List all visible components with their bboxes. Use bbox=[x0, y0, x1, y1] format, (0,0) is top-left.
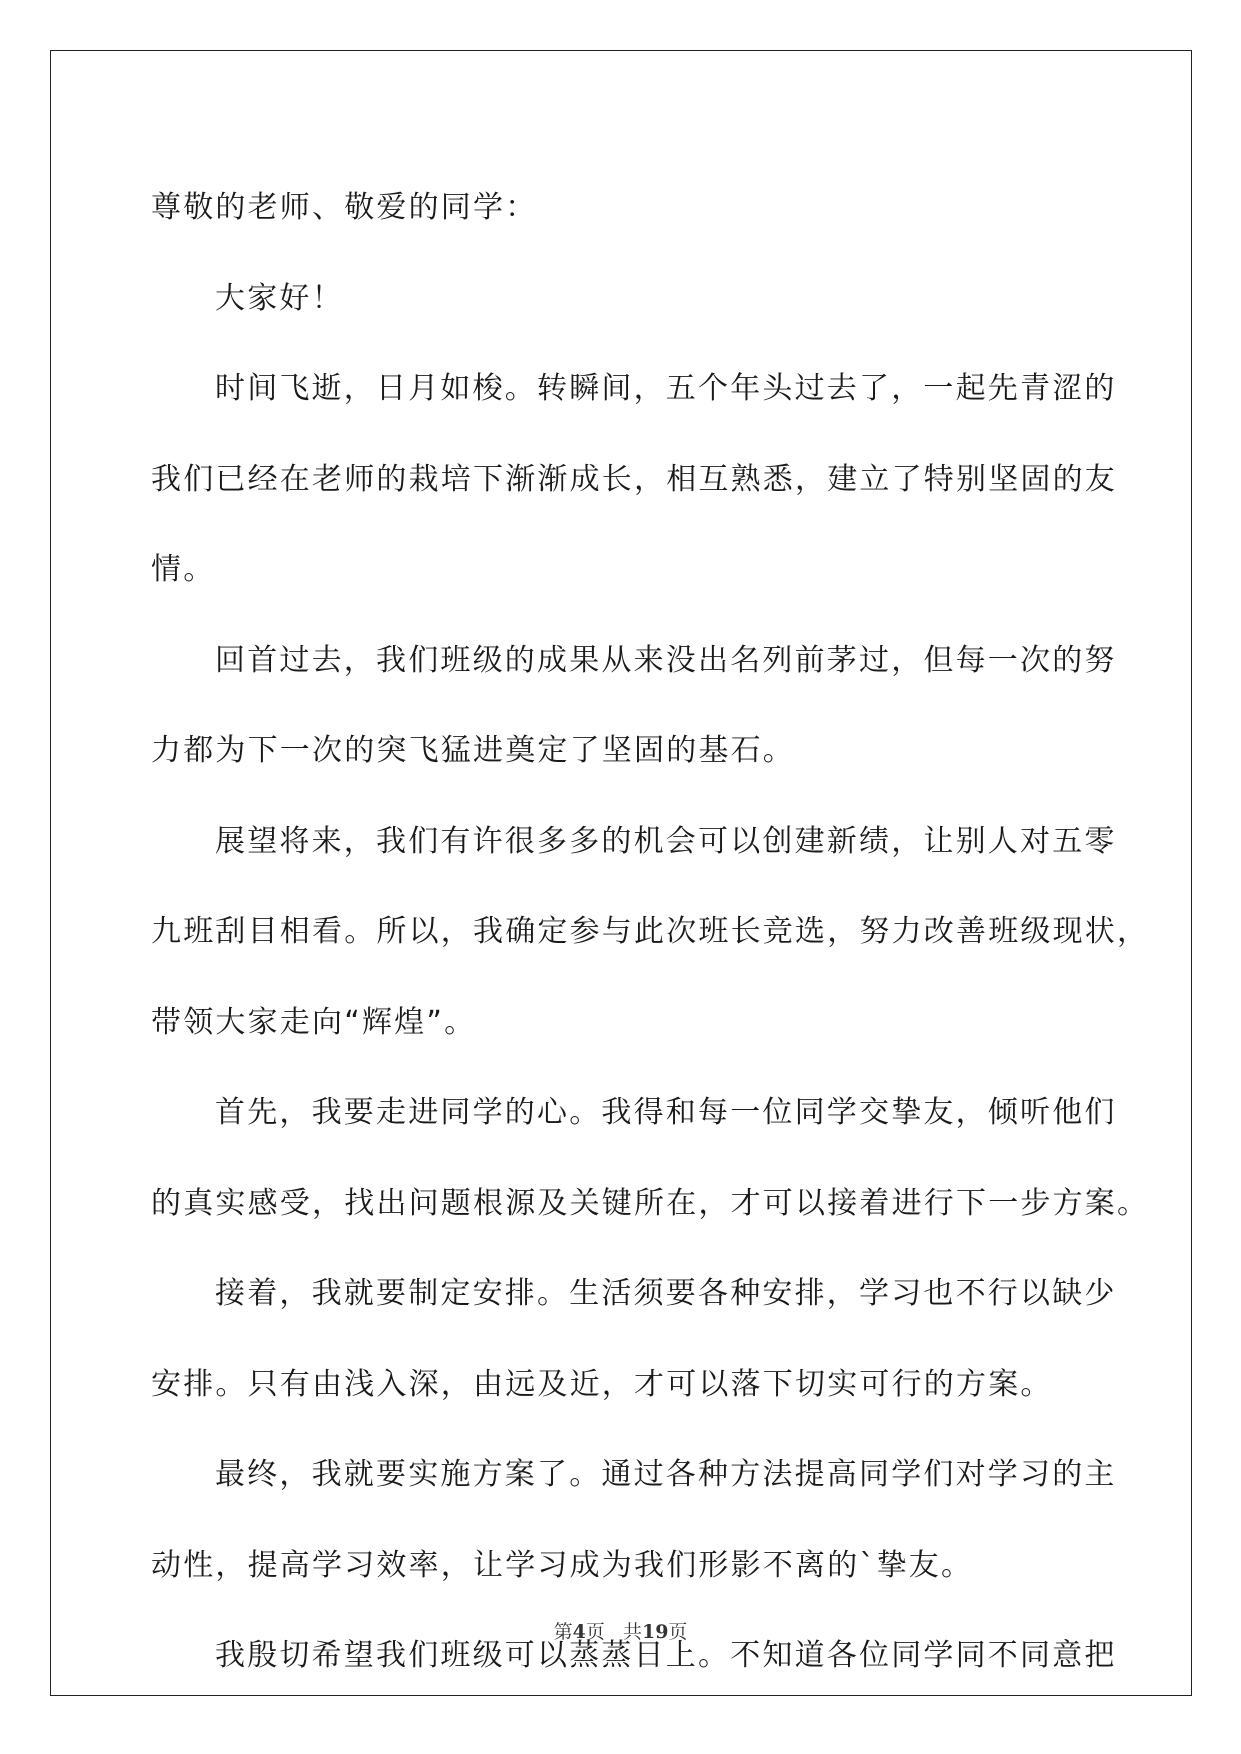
total-suffix: 页 bbox=[668, 1621, 688, 1643]
text-line: 时间飞逝，日月如梭。转瞬间，五个年头过去了，一起先青涩的 bbox=[215, 371, 1117, 406]
text-line: 展望将来，我们有许很多多的机会可以创建新绩，让别人对五零 bbox=[215, 823, 1117, 859]
text-line: 安排。只有由浅入深，由远及近，才可以落下切实可行的方案。 bbox=[151, 1366, 1053, 1402]
text-line: 九班刮目相看。所以，我确定参与此次班长竞选，努力改善班级现状， bbox=[151, 914, 1150, 949]
text-line: 尊敬的老师、敬爱的同学： bbox=[151, 190, 538, 225]
page-footer bbox=[0, 1617, 1241, 1644]
text-line: 情。 bbox=[151, 552, 216, 587]
text-line: 回首过去，我们班级的成果从来没出名列前茅过，但每一次的努 bbox=[215, 642, 1117, 678]
total-pages: 19 bbox=[641, 1621, 669, 1643]
text-line: 的真实感受，找出问题根源及关键所在，才可以接着进行下一步方案。 bbox=[151, 1185, 1150, 1221]
document-body bbox=[151, 163, 1150, 1702]
page-prefix: 第 bbox=[553, 1621, 573, 1643]
page-suffix: 页 bbox=[585, 1621, 605, 1643]
text-line: 我殷切希望我们班级可以蒸蒸日上。不知道各位同学同不同意把 bbox=[215, 1638, 1117, 1673]
text-line: 最终，我就要实施方案了。通过各种方法提高同学们对学习的主 bbox=[215, 1457, 1117, 1492]
text-line: 接着，我就要制定安排。生活须要各种安排，学习也不行以缺少 bbox=[215, 1276, 1117, 1311]
text-line: 带领大家走向“辉煌”。 bbox=[151, 1004, 477, 1040]
page-number: 4 bbox=[572, 1621, 586, 1643]
text-line: 大家好！ bbox=[215, 280, 344, 316]
text-line: 我们已经在老师的栽培下渐渐成长，相互熟悉，建立了特别坚固的友 bbox=[151, 461, 1117, 497]
text-line: 首先，我要走进同学的心。我得和每一位同学交挚友，倾听他们 bbox=[215, 1095, 1117, 1130]
text-line: 力都为下一次的突飞猛进奠定了坚固的基石。 bbox=[151, 733, 795, 768]
text-line: 动性，提高学习效率，让学习成为我们形影不离的`挚友。 bbox=[151, 1547, 974, 1583]
total-prefix: 共 bbox=[622, 1621, 642, 1643]
